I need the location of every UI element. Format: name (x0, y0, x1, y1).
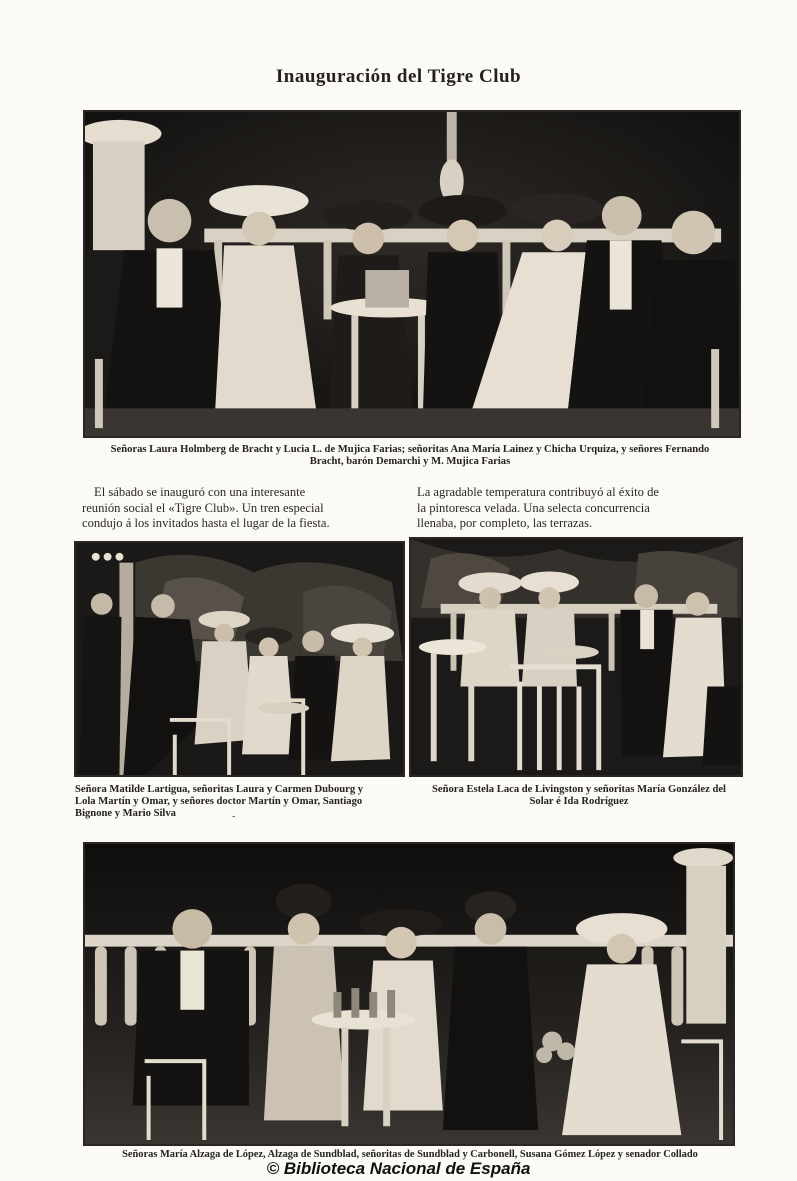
caption-middle-right-line2: Solar é Ida Rodríguez (529, 796, 629, 807)
article-right-line2: la pintoresca velada. Una selecta concurrencia (417, 500, 650, 515)
caption-top-line2: Bracht, barón Demarchi y M. Mujica Farias (309, 456, 511, 467)
photo-bottom (83, 842, 735, 1146)
page-title: Inauguración del Tigre Club (275, 66, 522, 87)
photo-middle-left-image (76, 543, 403, 775)
article-right-line3: llenaba, por completo, las terrazas. (417, 516, 593, 530)
photo-top-group (83, 110, 741, 438)
caption-middle-left-line3: Bignone y Mario Silva (75, 808, 176, 819)
caption-middle-left-line1: Señora Matilde Lartigua, señoritas Laura y Carmen Dubourg y (75, 784, 364, 795)
article-column-right (417, 485, 742, 532)
photo-top-image (85, 112, 739, 436)
caption-bottom-text: Señoras María Alzaga de López, Alzaga de Sundblad, señoritas de Sundblad y Carbonell, Susana Gómez López y senador Collado (122, 1149, 698, 1160)
caption-middle-left (75, 784, 405, 820)
article-right-line1: La agradable temperatura contribuyó al éxito de (417, 485, 659, 499)
caption-top (70, 444, 750, 468)
article-left-line1: El sábado se inauguró con una interesante (94, 485, 306, 499)
photo-middle-left (74, 541, 405, 777)
caption-middle-right-line1: Señora Estela Laca de Livingston y señoritas María González del (432, 784, 726, 795)
photo-bottom-image (85, 844, 733, 1144)
article-column-left (82, 485, 397, 532)
photo-middle-right-image (411, 539, 741, 775)
article-left-line3: condujo á los invitados hasta el lugar de la fiesta. (82, 516, 330, 530)
caption-middle-left-line2: Lola Martín y Omar, y señores doctor Martín y Omar, Santiago (75, 796, 363, 807)
photo-middle-right (409, 537, 743, 777)
caption-middle-right (412, 784, 746, 808)
article-left-line2: reunión social el «Tigre Club». Un tren especial (82, 500, 324, 515)
stray-mark: - (232, 811, 236, 822)
caption-top-line1: Señoras Laura Holmberg de Bracht y Lucia L. de Mujica Farias; señoritas Ana María Lainez y Chicha Urquiza, y señores Fernando (110, 444, 710, 455)
library-copyright-footer: © Biblioteca Nacional de España (266, 1159, 531, 1178)
